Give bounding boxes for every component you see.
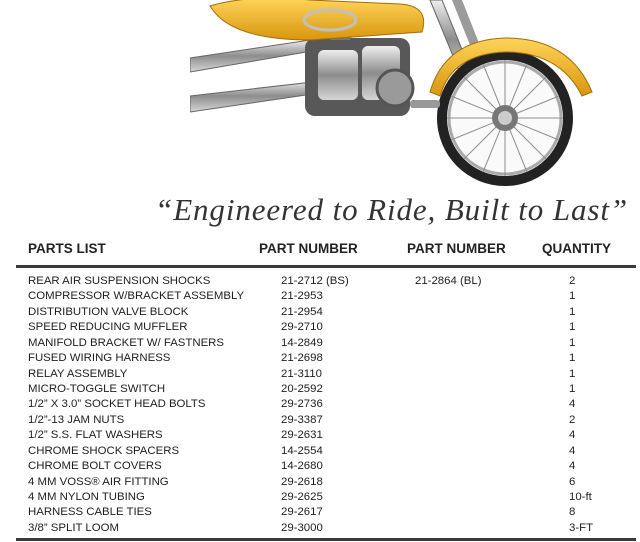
part-number-1: 14-2849 [281, 336, 323, 349]
header-quantity: QUANTITY [542, 241, 611, 256]
part-name: CHROME SHOCK SPACERS [28, 444, 180, 457]
table-row [0, 367, 640, 382]
part-number-1: 29-2625 [281, 491, 323, 504]
part-number-1: 21-2712 (BS) [281, 275, 349, 287]
part-number-1: 29-2710 [281, 321, 323, 334]
header-part-number-2: PART NUMBER [407, 241, 506, 256]
quantity: 1 [569, 352, 576, 365]
header-divider [16, 265, 636, 268]
part-number-1: 29-3000 [281, 521, 323, 534]
quantity: 6 [569, 475, 576, 488]
part-name: 1/2” S.S. FLAT WASHERS [28, 429, 163, 442]
quantity: 1 [569, 305, 576, 318]
table-row [0, 459, 640, 474]
part-name: 1/2”-13 JAM NUTS [28, 413, 125, 426]
part-number-1: 21-2698 [281, 352, 323, 365]
table-row [0, 505, 640, 520]
header-parts-list: PARTS LIST [28, 241, 106, 256]
quantity: 2 [569, 413, 576, 426]
table-row [0, 475, 640, 490]
part-name: 3/8” SPLIT LOOM [28, 521, 119, 534]
part-name: 4 MM VOSS® AIR FITTING [28, 475, 169, 488]
quantity: 10-ft [569, 491, 592, 504]
part-name: COMPRESSOR W/BRACKET ASSEMBLY [28, 290, 245, 303]
part-number-1: 21-2954 [281, 305, 323, 318]
quantity: 1 [569, 321, 576, 334]
part-number-1: 29-2618 [281, 475, 323, 488]
quantity: 4 [569, 460, 576, 473]
part-name: REAR AIR SUSPENSION SHOCKS [28, 275, 211, 287]
quantity: 8 [569, 506, 576, 519]
part-number-1: 21-2953 [281, 290, 323, 303]
part-number-1: 29-2736 [281, 398, 323, 411]
table-row [0, 490, 640, 505]
part-name: MANIFOLD BRACKET W/ FASTNERS [28, 336, 224, 349]
table-row [0, 521, 640, 536]
table-row [0, 305, 640, 320]
part-name: 1/2” X 3.0” SOCKET HEAD BOLTS [28, 398, 206, 411]
motorcycle-image [190, 0, 620, 190]
table-row [0, 320, 640, 335]
tagline: “Engineered to Ride, Built to Last” [155, 192, 628, 227]
table-row [0, 413, 640, 428]
table-row [0, 274, 640, 289]
quantity: 1 [569, 290, 576, 303]
quantity: 4 [569, 429, 576, 442]
part-number-2: 21-2864 (BL) [415, 275, 482, 287]
part-number-1: 29-2631 [281, 429, 323, 442]
part-name: RELAY ASSEMBLY [28, 367, 128, 380]
table-row [0, 351, 640, 366]
table-row [0, 336, 640, 351]
quantity: 3-FT [569, 521, 594, 534]
part-number-1: 14-2680 [281, 460, 323, 473]
part-name: HARNESS CABLE TIES [28, 506, 152, 519]
quantity: 1 [569, 383, 576, 395]
part-number-1: 20-2592 [281, 383, 323, 395]
quantity: 2 [569, 275, 576, 287]
quantity: 4 [569, 444, 576, 457]
header-part-number-1: PART NUMBER [259, 241, 358, 256]
part-number-1: 21-3110 [281, 367, 322, 380]
part-name: 4 MM NYLON TUBING [28, 491, 145, 504]
part-name: FUSED WIRING HARNESS [28, 352, 171, 365]
table-row [0, 289, 640, 304]
table-row [0, 444, 640, 459]
table-row [0, 397, 640, 412]
part-name: MICRO-TOGGLE SWITCH [28, 383, 166, 395]
table-row [0, 428, 640, 443]
part-number-1: 29-2617 [281, 506, 323, 519]
table-row [0, 382, 640, 397]
part-number-1: 14-2554 [281, 444, 323, 457]
quantity: 4 [569, 398, 576, 411]
quantity: 1 [569, 367, 576, 380]
footer-divider [16, 538, 636, 541]
part-number-1: 29-3387 [281, 413, 323, 426]
part-name: SPEED REDUCING MUFFLER [28, 321, 188, 334]
part-name: DISTRIBUTION VALVE BLOCK [28, 305, 189, 318]
part-name: CHROME BOLT COVERS [28, 460, 162, 473]
quantity: 1 [569, 336, 576, 349]
